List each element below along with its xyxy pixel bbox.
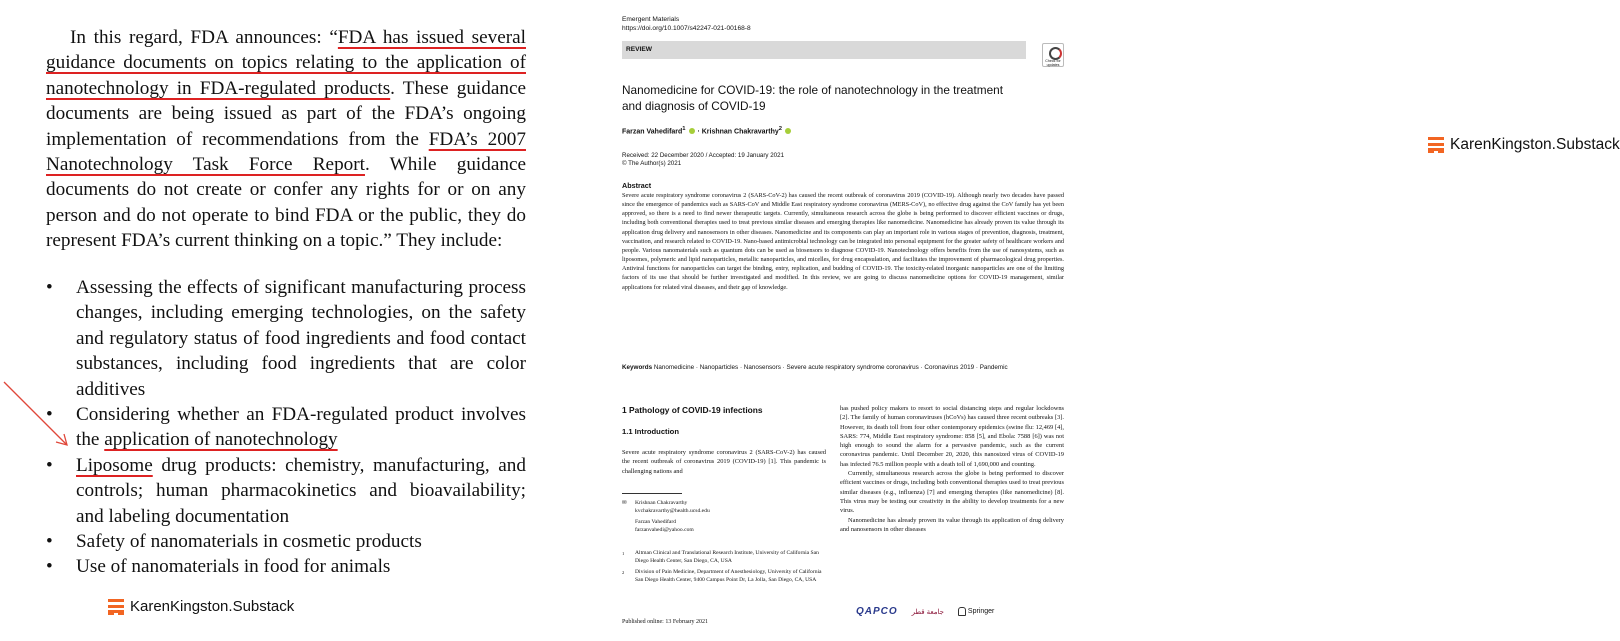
underlined-phrase: application of nanotechnology — [104, 429, 338, 451]
footnote-divider — [622, 493, 682, 494]
text-run: Use of nanomaterials in food for animals — [76, 556, 391, 578]
guidance-list-item — [46, 275, 526, 402]
published-date: Published online: 13 February 2021 — [622, 619, 708, 625]
author-1-sup: 1 — [682, 126, 686, 132]
check-updates-label: Check for updates — [1045, 59, 1061, 67]
underlined-phrase: FDA has issued several guidance documents on topics relating to the application of nanotechnology in FDA-regulated products — [46, 27, 526, 99]
affil-1: Altman Clinical and Translational Research Institute, University of California San Diego Health Center, San Diego, CA, USA — [635, 550, 819, 564]
right-panel-article — [560, 0, 1620, 641]
abstract-text: Severe acute respiratory syndrome coronavirus 2 (SARS-CoV-2) has caused the recent outbreak of coronavirus 2019 (COVID-19). Although nearly two decades have passed since the emergence of pandemics such as SARS-CoV and Middle East respiratory syndrome coronavirus (MERS-CoV), no effective drug against the CoV family has yet been approved, so there is a need to find newer therapeutic targets. Currently, simultaneous research across the globe is being performed to discover efficient vaccines or drugs, including both conventional therapies used to treat previous similar diseases and emerging therapies like nanomedicine. Nanomedicine has already proven its value through its application drug delivery and nanosensors in other diseases. Nanomedicine and its components can play an important role in various stages of prevention, diagnosis, treatment, vaccination, and research related to COVID-19. Nano-based antimicrobial technology can be integrated into personal equipment for the greater safety of healthcare workers and people. Various nanomaterials such as quantum dots can be used as biosensors to diagnose COVID-19. Nanotechnology offers benefits from the use of nanosystems, such as liposomes, polymeric and lipid nanoparticles, metallic nanoparticles, and micelles, for drug encapsulation, and facilitates the improvement of pharmacological drug properties. Antiviral functions for nanoparticles can target the binding, entry, replication, and budding of COVID-19. The toxicity-related inorganic nanoparticles are one of the limiting factors of its use that should be further investigated and modified. In this review, we are going to discuss nanomedicine options for COVID-19 management, similar applications for related viral diseases, and their gap of knowledge. — [622, 192, 1064, 291]
journal-name: Emergent Materials — [622, 16, 680, 23]
affiliations — [622, 550, 828, 588]
affil-1-number: 1 — [622, 551, 625, 556]
copyright: © The Author(s) 2021 — [622, 160, 682, 167]
col2-paragraph-3: Nanomedicine has already proven its value through its application of drug delivery and nanosensors in other diseases — [840, 516, 1064, 533]
guidance-list-item — [46, 453, 526, 529]
substack-icon — [108, 599, 124, 615]
text-run: . While guidance documents do not create or confer any rights for or on any person and do not operate to bind FDA or the public, they do represent FDA’s current thinking on a topic.” They include: — [46, 154, 526, 252]
author-line — [622, 126, 792, 135]
doi-link[interactable]: https://doi.org/10.1007/s42247-021-00168-8 — [622, 25, 751, 32]
fda-paragraph-text — [46, 25, 526, 254]
qatar-university-logo: جامعة قطر — [911, 608, 944, 616]
journal-header — [622, 15, 751, 33]
springer-logo — [958, 607, 994, 616]
subsection-heading: 1.1 Introduction — [622, 427, 679, 436]
check-for-updates-icon[interactable] — [1042, 43, 1064, 67]
springer-text: Springer — [967, 608, 995, 615]
received-accepted: Received: 22 December 2020 / Accepted: 19 January 2021 — [622, 152, 785, 159]
text-run: In this regard, FDA announces: “ — [70, 27, 338, 48]
article-title: Nanomedicine for COVID-19: the role of nanotechnology in the treatment and diagnosis of COVID-19 — [622, 83, 1003, 113]
keywords-label: Keywords — [622, 364, 653, 371]
col2-paragraph-1: has pushed policy makers to resort to social distancing steps and regular lockdowns [2]. The family of human coronaviruses (hCoVs) has caused three recent outbreaks [3]. However, its death toll from four other contemporary epidemics (swine flu: 12,469 [4], SARS: 774, Middle East respiratory syndrome: 858 [5], and Ebola: 7588 [6]) was not high enough to sound the alarm for a pervasive pandemic, such as the current coronavirus pandemic. Until December 20, 2020, this nanosized virus of COVID-19 has infected 76.5 million people with a death toll of 1,690,000 and counting. — [840, 405, 1064, 468]
keywords — [622, 363, 1064, 372]
underlined-phrase: FDA’s 2007 Nanotechnology Task Force Report — [46, 128, 526, 176]
springer-horse-icon — [958, 607, 966, 616]
orcid-icon[interactable] — [785, 128, 791, 134]
review-banner — [622, 41, 1026, 59]
underlined-phrase: Liposome — [76, 454, 153, 476]
keywords-text: Nanomedicine · Nanoparticles · Nanosensors · Severe acute respiratory syndrome coronavirus · Coronavirus 2019 · Pandemic — [653, 364, 1008, 371]
fda-guidance-list — [46, 275, 526, 580]
guidance-list-item — [46, 529, 526, 554]
contact2-email[interactable]: farzanvahedi@yahoo.com — [635, 526, 694, 533]
text-run: drug products: chemistry, manufacturing, and controls; human pharmacokinetics and bioavailability; and labeling documentation — [76, 454, 526, 527]
left-panel — [0, 0, 560, 641]
text-run: Assessing the effects of significant manufacturing process changes, including emerging technologies, on the safety and regulatory status of food ingredients and food contact substances, including food ingredients that are color additives — [76, 277, 526, 400]
watermark-right — [1428, 136, 1620, 154]
column-2-text — [840, 404, 1064, 534]
orcid-icon[interactable] — [689, 128, 695, 134]
watermark-left — [108, 598, 294, 615]
author-2-sup: 2 — [778, 126, 783, 132]
affil-2: Division of Pain Medicine, Department of Anesthesiology, University of California San Diego Health Center, 9400 Campus Point Dr, La Jolla, San Diego, CA, USA — [635, 569, 822, 583]
abstract-heading: Abstract — [622, 181, 652, 190]
envelope-icon: ✉ — [622, 500, 627, 506]
footer-logos — [856, 606, 994, 617]
author-separator: · — [697, 128, 702, 136]
fda-quote-paragraph — [46, 25, 526, 254]
guidance-list-item — [46, 554, 526, 579]
column-1-text: Severe acute respiratory syndrome coronavirus 2 (SARS-CoV-2) has caused the recent outbreak of coronavirus 2019 (COVID-19) [1]. This pandemic is challenging nations and — [622, 449, 826, 475]
contact-email[interactable]: kvchakravarthy@health.ucsd.edu — [635, 507, 710, 514]
substack-icon — [1428, 137, 1444, 153]
guidance-list-item — [46, 402, 526, 453]
affil-2-number: 2 — [622, 570, 625, 576]
text-run: Safety of nanomaterials in cosmetic products — [76, 531, 422, 553]
text-run: . These guidance documents are being issued as part of the FDA’s ongoing implementation of recommendations from the — [46, 77, 526, 150]
contact2-name: Farzan Vahedifard — [635, 519, 677, 526]
section-heading: 1 Pathology of COVID-19 infections — [622, 405, 763, 415]
col2-paragraph-2: Currently, simultaneous research across the globe is being performed to discover efficient vaccines or drugs, including both conventional therapies used to treat previous similar diseases (e.g., influenza) [7] and emerging therapies (like nanomedicine) [8]. This virus may be testing our creativity in the ability to develop treatments for a new virus. — [840, 470, 1064, 515]
contact-name: Krishnan Chakravarthy — [635, 500, 688, 506]
corresponding-author — [622, 500, 828, 534]
red-arrow-annotation — [0, 380, 80, 460]
author-1[interactable]: Farzan Vahedifard — [622, 128, 683, 136]
qapco-logo: QAPCO — [856, 606, 898, 617]
review-label: REVIEW — [626, 46, 653, 53]
watermark-text: KarenKingston.Substack — [130, 598, 295, 615]
article-dates — [622, 152, 784, 168]
text-run: Considering whether an FDA-regulated product involves the — [76, 404, 526, 451]
watermark-text: KarenKingston.Substack — [1450, 136, 1620, 153]
author-2[interactable]: Krishnan Chakravarthy — [701, 128, 779, 136]
